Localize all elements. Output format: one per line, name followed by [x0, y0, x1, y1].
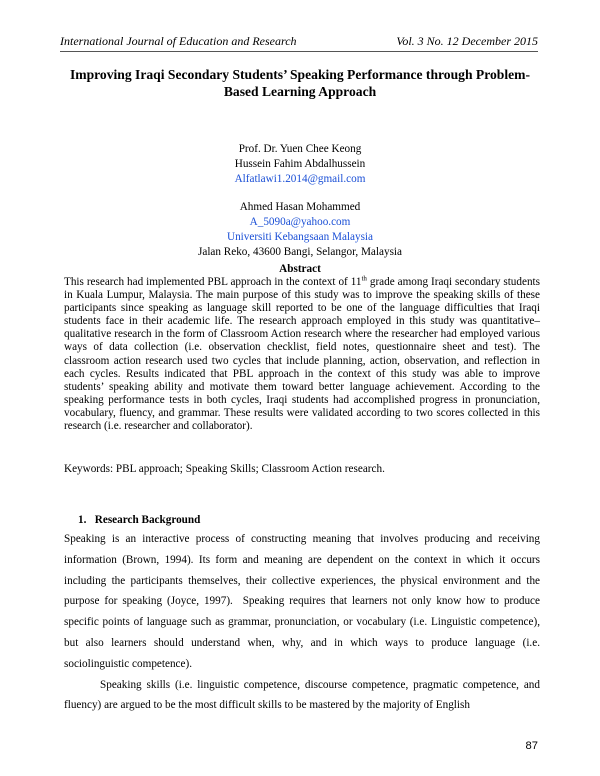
issue-info: Vol. 3 No. 12 December 2015 [396, 34, 538, 48]
page-number: 87 [525, 740, 538, 752]
header-rule [60, 51, 538, 52]
author-block [60, 142, 540, 260]
paragraph: Speaking skills (i.e. linguistic competence, discourse competence, pragmatic competence, and fluency) are argued to be the most difficult skills to be mastered by the majority of English [64, 678, 540, 712]
section-body [64, 529, 540, 716]
running-header [60, 34, 538, 49]
paragraph: Speaking is an interactive process of constructing meaning that involves producing and receiving information (Brown, 1994). Its form and meaning are dependent on the context in which it occurs including the participants themselves, their collective experiences, the physical environment and the purpose for speaking (Joyce, 1997). Speaking requires that learners not only know how to produce specific points of language such as grammar, pronunciation, or vocabulary (i.e. Linguistic competence), but also learners should understand when, why, and in which ways to produce language (i.e. sociolinguistic competence). [64, 533, 540, 670]
abstract-text: This research had implemented PBL approach in the context of 11th grade among Iraqi secondary students in Kuala Lumpur, Malaysia. The main purpose of this study was to improve the speaking skills of these participants since speaking as language skill reported to be one of the language difficulties that Iraqi students face in their academic life. The research approach employed in this study was quantitative–qualitative research in the form of Classroom Action research where the researcher had employed various ways of data collection (i.e. observation checklist, field notes, questionnaire sheet and test). The classroom action research used two cycles that include planning, action, observation, and reflection in each cycles. Results indicated that PBL approach in the context of this study was able to improve students’ speaking ability and motivate them toward better language achievement. According to the speaking performance tests in both cycles, Iraqi students had accomplished progress in pronunciation, vocabulary, fluency, and grammar. These results were validated according to two scores collected in this research (i.e. researcher and collaborator). [64, 274, 541, 433]
university-link[interactable]: Universiti Kebangsaan Malaysia [226, 231, 374, 243]
keywords: Keywords: PBL approach; Speaking Skills; Classroom Action research. [64, 463, 385, 475]
author-email-link[interactable]: Alfatlawi1.2014@gmail.com [234, 173, 366, 185]
journal-name: International Journal of Education and Research [60, 34, 297, 48]
abstract-heading: Abstract [279, 263, 321, 275]
affiliation-address: Jalan Reko, 43600 Bangi, Selangor, Malaysia [198, 246, 402, 258]
author-email-link[interactable]: A_5090a@yahoo.com [249, 216, 351, 228]
section-heading: 1. Research Background [78, 514, 201, 526]
author-name: Hussein Fahim Abdalhussein [234, 158, 366, 170]
paper-title: Improving Iraqi Secondary Students’ Speaking Performance through Problem-Based Learning Approach [69, 67, 531, 99]
author-name: Prof. Dr. Yuen Chee Keong [238, 143, 362, 155]
author-name: Ahmed Hasan Mohammed [239, 201, 361, 213]
